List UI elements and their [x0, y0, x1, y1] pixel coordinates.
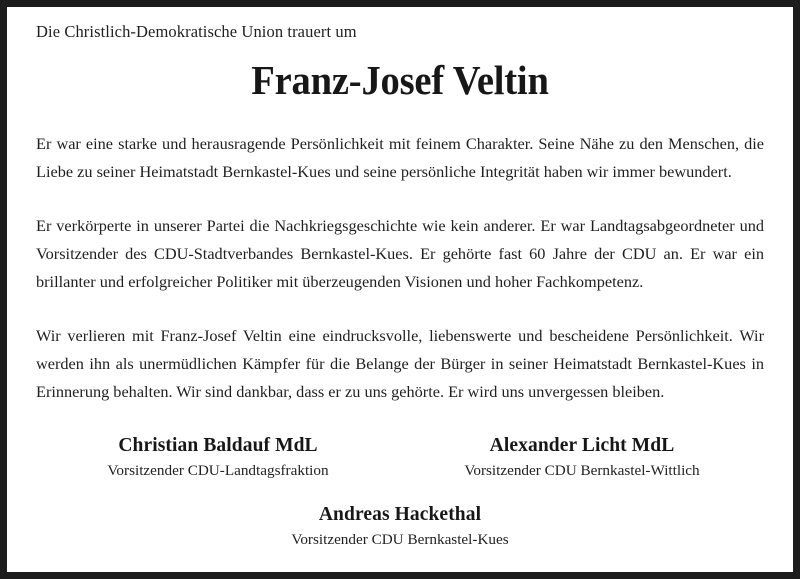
body-text [29, 130, 771, 406]
signature-block [36, 434, 400, 481]
signatory-name: Alexander Licht MdL [489, 435, 675, 456]
signatory-role: Vorsitzender CDU-Landtagsfraktion [107, 462, 329, 479]
signatory-name: Christian Baldauf MdL [118, 435, 318, 456]
deceased-name: Franz-Josef Veltin [251, 57, 549, 103]
body-paragraph: Er verkörperte in unserer Partei die Nachkriegsgeschichte wie kein anderer. Er war Landtagsabgeordneter und Vorsitzender des CDU-Stadtverbandes Bernkastel-Kues. Er gehörte fast 60 Jahre der CDU an. Er war ein brillanter und erfolgreicher Politiker mit überzeugenden Visionen und hoher Fachkompetenz. [36, 216, 764, 291]
signature-block [36, 503, 764, 550]
signature-row [36, 434, 764, 481]
body-paragraph: Wir verlieren mit Franz-Josef Veltin eine eindrucksvolle, liebenswerte und bescheidene Persönlichkeit. Wir werden ihn als unermüdlichen Kämpfer für die Belange der Bürger in seiner Heimatstadt Bernkastel-Kues in Erinnerung behalten. Wir sind dankbar, dass er zu uns gehörte. Er wird uns unvergessen bleiben. [36, 326, 764, 401]
body-paragraph: Er war eine starke und herausragende Persönlichkeit mit feinem Charakter. Seine Nähe zu den Menschen, die Liebe zu seiner Heimatstadt Bernkastel-Kues und seine persönliche Integrität haben wir immer bewundert. [36, 134, 764, 181]
signatory-name: Andreas Hackethal [318, 504, 482, 525]
notice-inner-frame [7, 7, 793, 572]
signatory-role: Vorsitzender CDU Bernkastel-Wittlich [464, 462, 700, 479]
signature-block [400, 434, 764, 481]
signatory-role: Vorsitzender CDU Bernkastel-Kues [291, 531, 509, 548]
signature-section [29, 434, 771, 550]
intro-line: Die Christlich-Demokratische Union trauert um [36, 22, 357, 41]
